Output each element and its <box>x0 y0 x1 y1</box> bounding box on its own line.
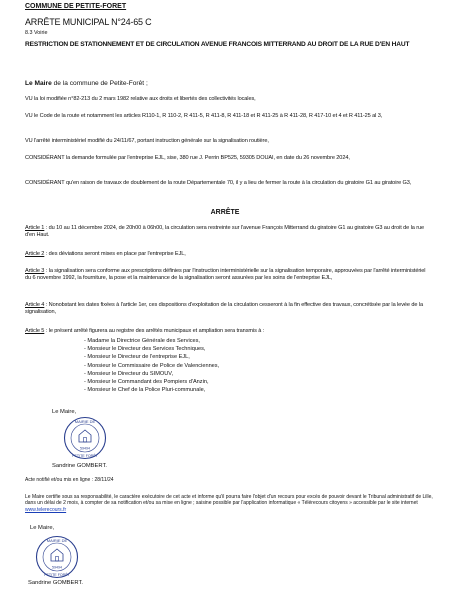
distribution-item: - Madame la Directrice Générale des Services, <box>84 338 200 344</box>
signatory-name: Sandrine GOMBERT. <box>52 463 107 469</box>
svg-text:PETITE FORÊT: PETITE FORÊT <box>44 573 70 577</box>
maire-intro <box>25 80 430 87</box>
visa-3: VU l'arrêté interministériel modifié du 24/11/67, portant instruction générale sur la signalisation routière, <box>25 138 269 144</box>
svg-text:59494: 59494 <box>52 565 62 570</box>
considerant-1: CONSIDÉRANT la demande formulée par l'entreprise EJL, sise, 380 rue J. Perrin BP525, 59305 DOUAI, en date du 26 novembre 2024, <box>25 155 350 161</box>
telerecours-link[interactable]: www.telerecours.fr <box>25 506 67 513</box>
distribution-item: - Monsieur le Commandant des Pompiers d'Anzin, <box>84 378 209 385</box>
distribution-item: - Monsieur le Directeur des Services Techniques, <box>84 346 206 353</box>
article-3 <box>25 268 430 282</box>
article-1-text: : du 10 au 11 décembre 2024, de 20h00 à 06h00, la circulation sera restreinte sur l'avenue François Mitterrand du giratoire G1 au giratoire G3 au droit de la rue d'en Haut. <box>25 225 424 238</box>
signature-label: Le Maire, <box>52 409 77 415</box>
article-5-label: Article 5 <box>25 328 45 334</box>
arrete-heading: ARRÊTE <box>210 209 240 216</box>
distribution-item: - Monsieur le Directeur de l'entreprise EJL, <box>84 354 190 361</box>
visa-2: VU le Code de la route et notamment les articles R110-1, R 110-2, R 411-5, R 411-8, R 411-18 et R 411-25 à R 411-28, R 417-10 et 4 et R 411-25 al 3, <box>25 113 383 119</box>
arrete-category: 8.3 Voirie <box>25 30 48 36</box>
commune-name: COMMUNE DE PETITE-FORET <box>25 3 127 10</box>
article-4-text: : Nonobstant les dates fixées à l'article 1er, ces dispositions d'exploitation de la circulation cesseront à la fin effective des travaux, concrétisée par la levée de la signalisation, <box>25 302 423 315</box>
article-2 <box>25 251 430 258</box>
distribution-item: - Monsieur le Chef de la Police Pluri-communale, <box>84 387 206 394</box>
distribution-item: - Monsieur le Commissaire de Police de Valenciennes, <box>84 362 220 369</box>
mairie-seal-stamp-2 <box>35 535 79 579</box>
article-1-label: Article 1 <box>25 225 45 231</box>
article-2-text: : des déviations seront mises en place par l'entreprise EJL, <box>44 251 186 257</box>
arrete-number: ARRÊTE MUNICIPAL N°24-65 C <box>25 17 152 27</box>
article-4-label: Article 4 <box>25 302 45 308</box>
article-5 <box>25 328 430 335</box>
maire-rest: de la commune de Petite-Forêt ; <box>51 80 148 87</box>
article-3-label: Article 3 <box>25 268 45 274</box>
article-5-text: : le présent arrêté figurera au registre des arrêtés municipaux et ampliation sera transmis à : <box>44 328 265 334</box>
document-title: RESTRICTION DE STATIONNEMENT ET DE CIRCULATION AVENUE FRANCOIS MITTERRAND AU DROIT DE LA RUE D'EN HAUT <box>25 41 410 48</box>
legal-notice <box>25 494 435 513</box>
distribution-list <box>84 337 219 394</box>
posting-date: Acte notifié et/ou mis en ligne : 28/11/24 <box>25 477 114 483</box>
article-4 <box>25 302 430 316</box>
visa-1: VU la loi modifiée n°82-213 du 2 mars 1982 relative aux droits et libertés des collectivités locales, <box>25 96 256 102</box>
mairie-seal-stamp <box>63 416 107 460</box>
article-2-label: Article 2 <box>25 251 45 257</box>
maire-label: Le Maire <box>25 80 52 87</box>
article-1 <box>25 225 430 239</box>
svg-text:MAIRIE DE: MAIRIE DE <box>74 419 96 425</box>
svg-text:MAIRIE DE: MAIRIE DE <box>46 538 68 544</box>
distribution-item: - Monsieur le Directeur du SIMOUV, <box>84 370 174 377</box>
svg-text:59494: 59494 <box>80 446 90 451</box>
article-3-text: : la signalisation sera conforme aux prescriptions définies par l'instruction interministérielle sur la signalisation temporaire, approuvées par l'arrêté interministériel du 6 novembre 1992, la fourniture, la pose et la maintenance de la signalisation seront assurées par les soins de l'entreprise EJL, <box>25 268 426 281</box>
considerant-2: CONSIDÉRANT qu'en raison de travaux de doublement de la route Départementale 70, il y a lieu de fermer la route à la circulation du giratoire G1 au giratoire G3, <box>25 180 412 186</box>
legal-notice-text: Le Maire certifie sous sa responsabilité, le caractère exécutoire de cet acte et informe qu'il pourra faire l'objet d'un recours pour excès de pouvoir devant le Tribunal administratif de Lille, dans un délai de 2 mois, à compter de sa notification et/ou sa mise en ligne ; saisine possible par l'application informatique « Télérecours citoyens » accessible par le site internet <box>25 494 433 507</box>
signature-label-2: Le Maire, <box>30 525 55 531</box>
signatory-name-2: Sandrine GOMBERT. <box>28 580 83 586</box>
svg-text:PETITE FORÊT: PETITE FORÊT <box>72 454 98 458</box>
